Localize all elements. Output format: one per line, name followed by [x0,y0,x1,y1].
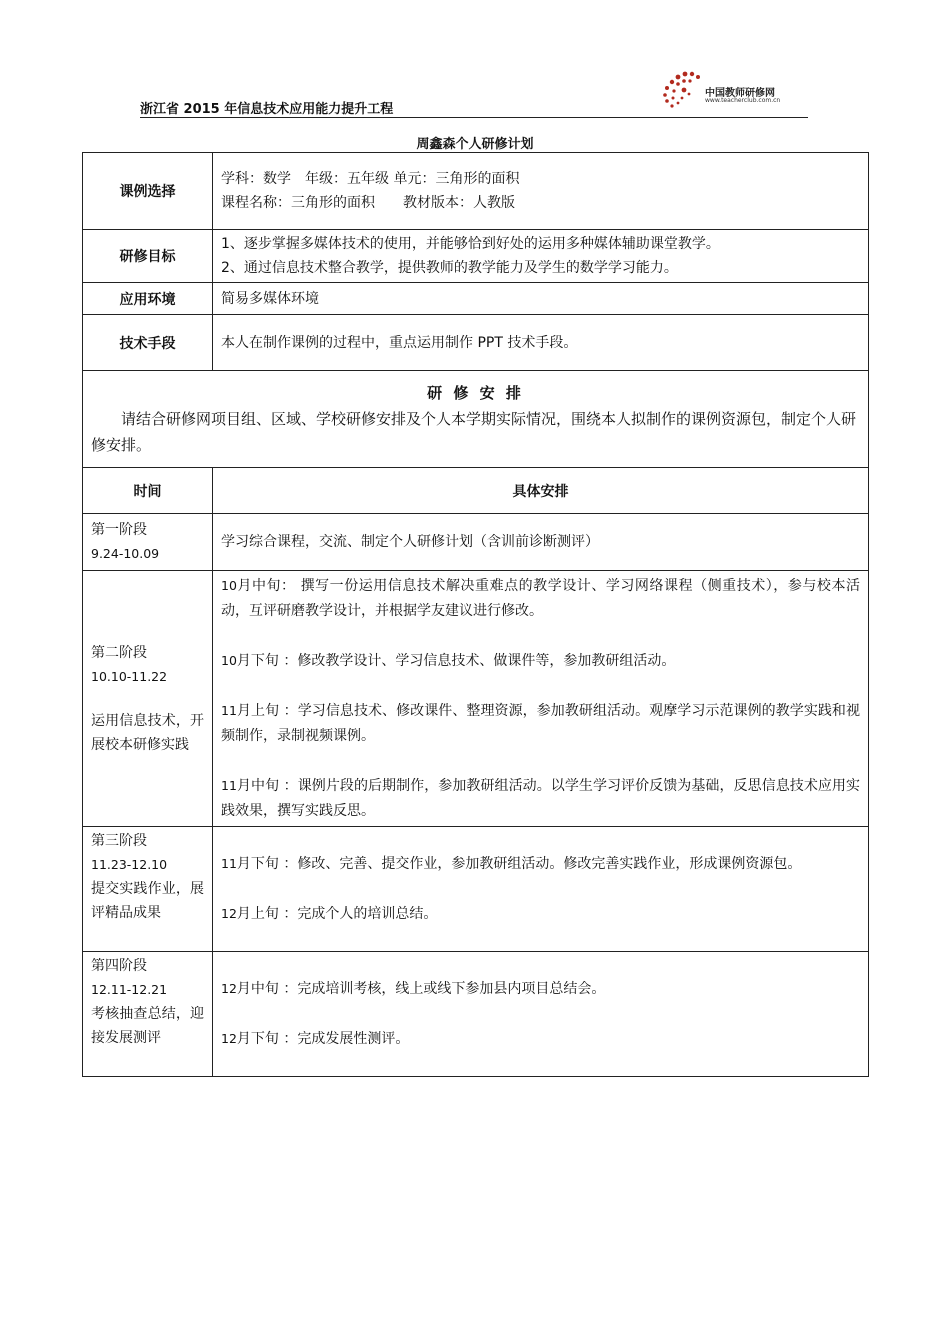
plan-item: 11月下旬 ：修改、完善、提交作业，参加教研组活动。修改完善实践作业，形成课例资源包。 [221,856,802,872]
logo-text: 中国教师研修网 [705,88,775,99]
stage-cell [83,514,213,571]
stage-row [83,514,869,571]
stage-name: 第三阶段 [91,833,147,849]
stage-cell [83,952,213,1077]
header-title: 浙江省 2015 年信息技术应用能力提升工程 [140,102,394,117]
course-line-2: 课程名称：三角形的面积 教材版本：人教版 [221,195,515,211]
env-label: 应用环境 [83,283,213,315]
plan-item: 12月中旬 ：完成培训考核，线上或线下参加县内项目总结会。 [221,981,606,997]
schedule-title: 研 修 安 排 [427,384,524,402]
tech-label: 技术手段 [83,315,213,371]
stage-desc: 提交实践作业，展评精品成果 [91,881,204,921]
stage-name: 第二阶段 [91,644,147,661]
stage-desc: 运用信息技术，开展校本研修实践 [91,712,204,753]
stage-cell [83,571,213,827]
stage-name: 第四阶段 [91,958,147,974]
course-line-1: 学科：数学 年级：五年级 单元：三角形的面积 [221,171,520,187]
stage-row [83,827,869,952]
plan-item: 10月中旬： 撰写一份运用信息技术解决重难点的教学设计、学习网络课程（侧重技术），参与校本活动，互评研磨教学设计，并根据学友建议进行修改。 [221,578,860,619]
stage-dates: 10.10-11.22 [91,668,168,684]
schedule-header-row [83,468,869,514]
stage-dates: 12.11-12.21 [91,982,168,997]
plan-item: 12月上旬 ：完成个人的培训总结。 [221,906,438,922]
stage-desc: 考核抽查总结，迎接发展测评 [91,1006,204,1046]
stage-plan [213,827,869,952]
plan-table [82,152,869,1077]
goal-line-2: 2、通过信息技术整合教学，提供教师的教学能力及学生的数学学习能力。 [221,260,678,276]
course-value [213,153,869,230]
stage-plan [213,952,869,1077]
schedule-intro-cell [83,371,869,468]
env-value: 简易多媒体环境 [213,283,869,315]
plan-item: 10月下旬 ：修改教学设计、学习信息技术、做课件等，参加教研组活动。 [221,653,676,669]
course-row [83,153,869,230]
goal-line-1: 1、逐步掌握多媒体技术的使用，并能够恰到好处的运用多种媒体辅助课堂教学。 [221,236,720,252]
stage-row [83,571,869,827]
schedule-intro: 请结合研修网项目组、区域、学校研修安排及个人本学期实际情况，围绕本人拟制作的课例资源包，制定个人研修安排。 [91,410,857,454]
col-plan-header: 具体安排 [213,468,869,514]
tech-row [83,315,869,371]
plan-item: 11月中旬 ：课例片段的后期制作，参加教研组活动。以学生学习评价反馈为基础，反思信息技术应用实践效果，撰写实践反思。 [221,778,860,819]
env-row [83,283,869,315]
stage-plan [213,571,869,827]
goal-value [213,230,869,283]
goal-label: 研修目标 [83,230,213,283]
plan-item: 学习综合课程，交流、制定个人研修计划（含训前诊断测评） [221,533,599,550]
stage-name: 第一阶段 [91,522,147,538]
stage-cell [83,827,213,952]
col-time-header: 时间 [83,468,213,514]
header-divider [140,117,808,118]
stage-row [83,952,869,1077]
plan-item: 12月下旬 ：完成发展性测评。 [221,1031,410,1047]
schedule-section [83,371,869,468]
plan-item: 11月上旬 ：学习信息技术、修改课件、整理资源，参加教研组活动。观摩学习示范课例的教学实践和视频制作，录制视频课例。 [221,703,860,744]
tech-value: 本人在制作课例的过程中，重点运用制作 PPT 技术手段。 [213,315,869,371]
logo-url: www.teacherclub.com.cn [705,97,781,104]
document-title: 周鑫森个人研修计划 [416,137,534,152]
stage-dates: 11.23-12.10 [91,857,168,872]
goal-row [83,230,869,283]
course-label: 课例选择 [83,153,213,230]
stage-plan [213,514,869,571]
stage-dates: 9.24-10.09 [91,546,160,561]
